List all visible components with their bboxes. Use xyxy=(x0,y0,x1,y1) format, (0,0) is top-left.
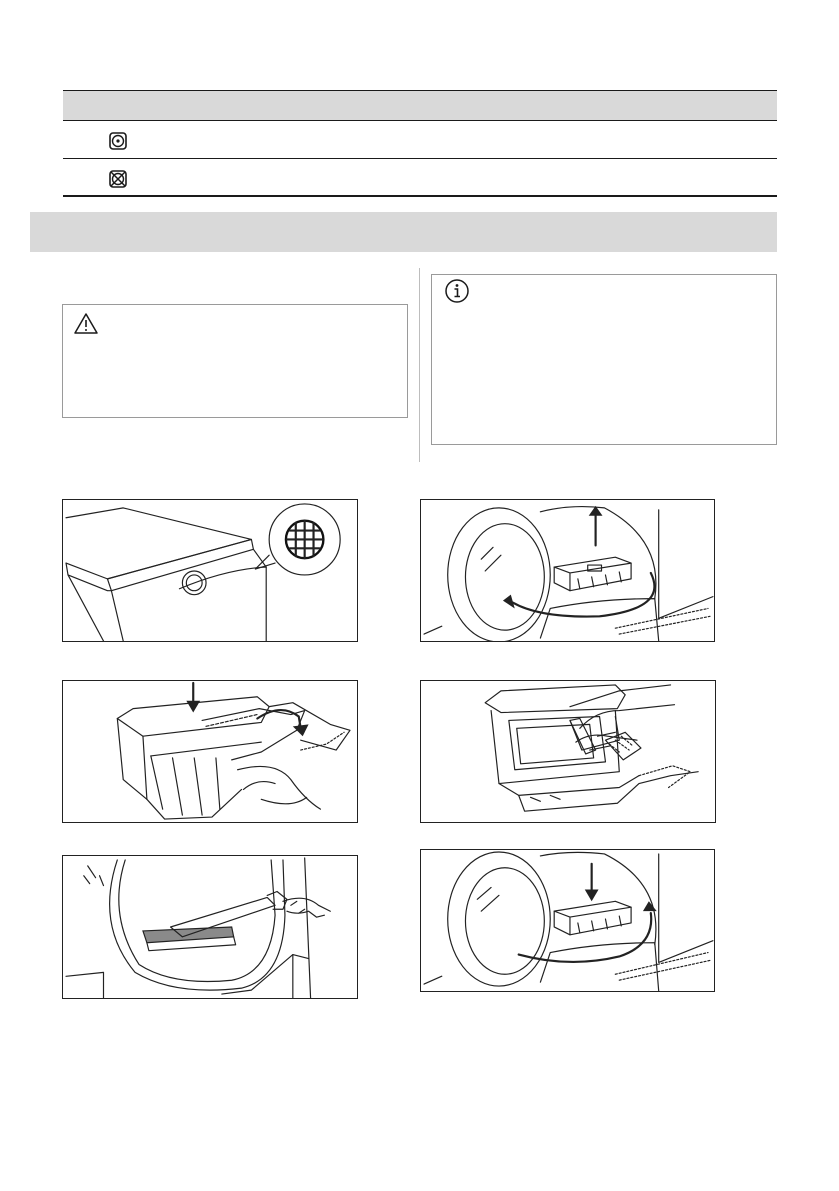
section-heading-band xyxy=(30,212,777,252)
table-row xyxy=(63,121,777,159)
illustration-step-3 xyxy=(62,680,358,823)
column-divider xyxy=(419,268,420,462)
care-table-header xyxy=(63,90,777,121)
tumble-dry-low-heat-icon xyxy=(108,131,128,151)
table-row xyxy=(63,159,777,197)
illustration-step-5 xyxy=(62,855,358,999)
warning-box xyxy=(62,304,408,418)
warning-triangle-icon xyxy=(73,311,99,337)
illustration-step-1 xyxy=(62,499,358,642)
illustration-step-4 xyxy=(420,680,716,823)
illustration-step-2 xyxy=(420,499,715,642)
illustration-step-6 xyxy=(420,849,715,992)
filter-grid-icon xyxy=(286,521,323,558)
info-box xyxy=(431,274,777,445)
info-circle-icon xyxy=(444,278,470,304)
do-not-tumble-dry-icon xyxy=(108,169,128,189)
